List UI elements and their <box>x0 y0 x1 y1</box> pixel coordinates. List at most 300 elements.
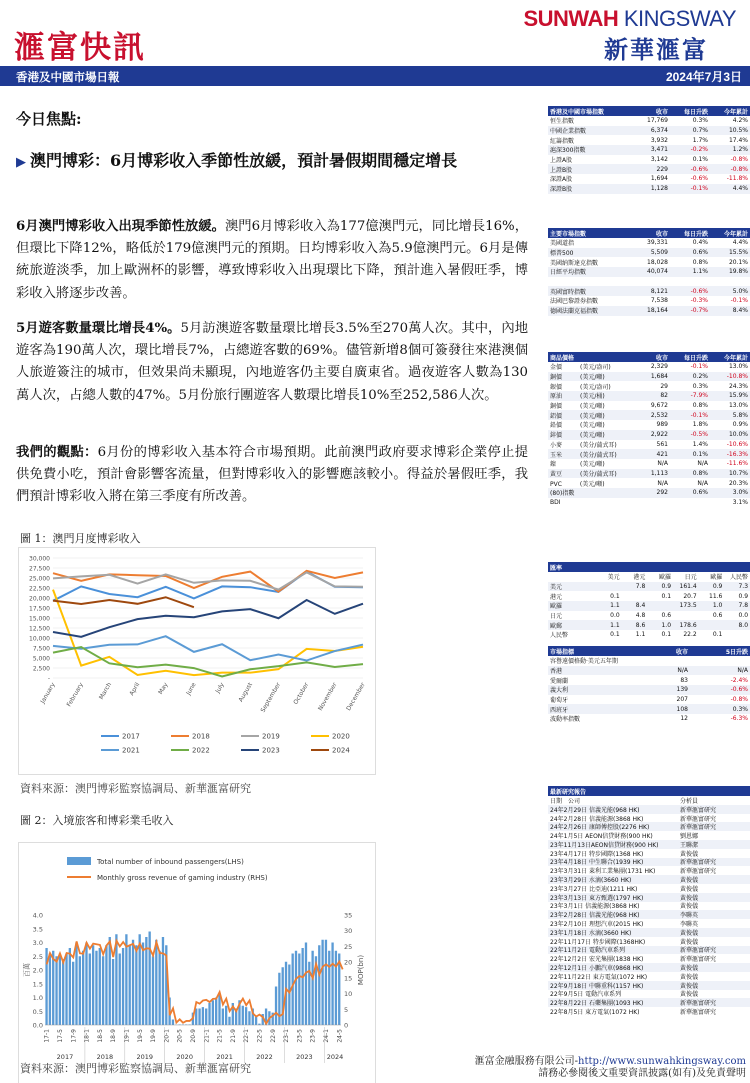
cell: 10.0% <box>728 431 748 439</box>
cell: 23年3月27日 比亞迪(1211 HK) <box>550 885 638 893</box>
y-tick-label: 12,500 <box>29 625 50 633</box>
x-tick-label: October <box>292 681 311 706</box>
cell: 收市 <box>655 354 668 362</box>
cell: 23年3月13日 東方甄選(1797 HK) <box>550 894 644 902</box>
rec-header <box>548 786 750 796</box>
x-tick-label: 23-9 <box>309 1029 317 1043</box>
cell: 西班牙 <box>550 706 569 714</box>
cell: 8.4 <box>635 602 646 610</box>
cell: 4.4% <box>732 239 748 247</box>
comm-row <box>548 362 750 372</box>
passenger-bar <box>82 951 84 1025</box>
cell: N/A <box>677 667 688 675</box>
cell: 黃俊儀 <box>680 973 699 981</box>
passenger-bar <box>129 945 131 1025</box>
cell: -0.5% <box>690 431 708 439</box>
x-tick-label: September <box>259 681 283 714</box>
cell: 港元 <box>633 574 646 582</box>
x-tick-label: 18-1 <box>83 1029 91 1043</box>
comm-row <box>548 478 750 488</box>
cell: 23年2月28日 信義光能(968 HK) <box>550 912 640 920</box>
cell: 1.1% <box>692 268 708 276</box>
legend-label: 2019 <box>262 732 280 741</box>
cell: 深證B股 <box>550 186 573 194</box>
cell: 紅籌指數 <box>550 137 575 145</box>
cell: -0.6% <box>690 175 708 183</box>
year-label: 2018 <box>96 1053 114 1061</box>
passenger-bar <box>55 956 57 1025</box>
cell: 0.6% <box>692 249 708 257</box>
cell: 1.0 <box>712 602 723 610</box>
figure1-label: 圖 1：澳門月度博彩收入 <box>20 532 141 545</box>
comm-row <box>548 498 750 508</box>
rec-row <box>548 866 750 875</box>
cell: 11.6 <box>709 592 723 600</box>
passenger-bar <box>142 943 144 1026</box>
cell: 3,142 <box>650 156 668 164</box>
market-indicator-table <box>548 646 750 724</box>
cell: 8,121 <box>650 287 668 295</box>
cell: 4.8 <box>635 612 646 620</box>
passenger-bar <box>139 934 141 1025</box>
footer-company <box>430 1056 746 1068</box>
cell: 黃俊儀 <box>680 850 699 858</box>
cell: 黃俊儀 <box>680 991 699 999</box>
cell: 匯率 <box>550 564 563 572</box>
y-tick-label: 17,500 <box>29 605 50 613</box>
cell: 金價 (美元/盎司) <box>550 364 611 372</box>
cell: -0.8% <box>730 165 748 173</box>
comm-row <box>548 401 750 411</box>
fx-row <box>548 601 750 611</box>
triangle-bullet-icon: ▶ <box>16 155 26 170</box>
world-row <box>548 306 750 316</box>
passenger-bar <box>245 1007 247 1025</box>
cell: 美國道指 <box>550 240 575 248</box>
rec-row <box>548 998 750 1007</box>
cell: 1.1 <box>610 621 620 629</box>
passenger-bar <box>275 987 277 1026</box>
cell: 22年8月22日 石藥集團(1093 HK) <box>550 1000 644 1008</box>
passenger-bar <box>295 951 297 1025</box>
x-tick-label: 19-5 <box>136 1029 144 1043</box>
passenger-bar <box>149 932 151 1026</box>
cell: 5.8% <box>732 411 748 419</box>
cell: N/A <box>737 667 748 675</box>
cell: 10.7% <box>728 469 748 477</box>
rate-header <box>548 646 750 656</box>
cell: 黃俊儀 <box>680 885 699 893</box>
y-tick-label-right: 10 <box>344 990 353 999</box>
passenger-bar <box>212 1000 214 1025</box>
passenger-bar <box>215 998 217 1026</box>
cell: 愛爾蘭 <box>550 677 569 685</box>
cell: -10.8% <box>726 373 748 381</box>
cell: 2,532 <box>650 411 668 419</box>
comm-row <box>548 381 750 391</box>
comm-row <box>548 410 750 420</box>
cell: 歐羅 <box>710 574 723 582</box>
cell: 3,932 <box>650 136 668 144</box>
report-date: 2024年7月3日 <box>665 70 742 84</box>
world-row <box>548 277 750 287</box>
passenger-bar <box>198 1009 200 1026</box>
cell: 22年9月5日 電動汽車系列 <box>550 991 622 999</box>
passenger-bar <box>62 959 64 1025</box>
passenger-bar <box>242 1006 244 1025</box>
cell: 0.0 <box>738 612 749 620</box>
cell: 20.7 <box>683 592 697 600</box>
passenger-bar <box>59 954 61 1026</box>
hk-china-index-table <box>548 106 750 194</box>
x-tick-label: April <box>128 681 142 697</box>
figure1-svg <box>19 548 375 774</box>
cell: 1,113 <box>650 469 668 477</box>
x-tick-label: 18-9 <box>110 1029 118 1043</box>
idx-row <box>548 164 750 174</box>
cell: 黃俊儀 <box>680 894 699 902</box>
y-tick-label-left: 2.5 <box>32 952 43 961</box>
x-tick-label: 21-5 <box>216 1029 224 1043</box>
idx-row <box>548 155 750 165</box>
cell: 收市 <box>655 108 668 116</box>
rec-row <box>548 919 750 928</box>
x-tick-label: 17-1 <box>43 1029 51 1043</box>
legend-label: 2023 <box>262 746 280 755</box>
cell: -11.8% <box>726 175 748 183</box>
cell: 23年4月17日 特步國際(1368 HK) <box>550 850 644 858</box>
cell: -0.1% <box>730 297 748 305</box>
rec-row <box>548 990 750 999</box>
passenger-bar <box>202 1007 204 1025</box>
cell: 0.8% <box>692 258 708 266</box>
rec-row <box>548 928 750 937</box>
cell: 0.1 <box>610 592 620 600</box>
world-header <box>548 228 750 238</box>
footer-disclaimer: 請務必參閱後文重要資訊披露(如有)及免責聲明 <box>538 1068 746 1079</box>
cell: 恒生指數 <box>550 118 575 126</box>
cell: 23年3月1日 信義能源(3868 HK) <box>550 903 640 911</box>
cell: -11.6% <box>726 460 748 468</box>
x-tick-label: July <box>214 681 226 695</box>
rec-row <box>548 831 750 840</box>
y-tick-label: 5,000 <box>32 655 50 663</box>
cell: 17.4% <box>728 136 748 144</box>
passenger-bar <box>132 940 134 1025</box>
x-tick-label: 20-9 <box>190 1029 197 1043</box>
fx-row <box>548 620 750 630</box>
cell: 上證A股 <box>550 157 573 165</box>
cell: 989 <box>656 421 668 429</box>
research-report-table <box>548 786 750 1016</box>
cell: PVC (美元/噸) <box>550 480 605 488</box>
cell: 最新研究報告 <box>550 788 587 796</box>
cell: 6,374 <box>650 127 668 135</box>
cell: 12 <box>680 715 688 723</box>
idx-row <box>548 126 750 136</box>
cell: 3.0% <box>732 489 748 497</box>
report-banner <box>0 66 750 86</box>
cell: N/A <box>697 460 708 468</box>
legend-label: 2018 <box>192 732 210 741</box>
x-tick-label: 21-1 <box>203 1029 211 1043</box>
fx-table <box>548 562 750 640</box>
comm-row <box>548 430 750 440</box>
cell: 7,538 <box>650 297 668 305</box>
cell: 10.5% <box>728 127 748 135</box>
cell: 19.8% <box>728 268 748 276</box>
passenger-bar <box>125 934 127 1025</box>
passenger-bar <box>102 956 104 1025</box>
rec-row <box>548 954 750 963</box>
legend-label: 2020 <box>332 732 350 741</box>
y-tick-label: 15,000 <box>29 615 50 623</box>
y-tick-label: 27,500 <box>29 565 50 573</box>
commodity-table <box>548 352 750 507</box>
passenger-bar <box>335 951 337 1025</box>
series-line-2022 <box>53 647 363 676</box>
cell: 7.3 <box>738 583 749 591</box>
rec-row <box>548 902 750 911</box>
passenger-bar <box>321 940 323 1025</box>
cell: -0.6% <box>690 165 708 173</box>
footer <box>430 1056 746 1080</box>
cell: 今年累計 <box>723 108 748 116</box>
legend-label: 2021 <box>122 746 140 755</box>
cell: 2,329 <box>650 363 668 371</box>
rate-row <box>548 704 750 714</box>
cell: 波動率指數 <box>550 716 581 724</box>
cell: 22年11月22日 東方電氣(1072 HK) <box>550 973 648 981</box>
comm-row <box>548 469 750 479</box>
rate-row <box>548 656 750 666</box>
passenger-bar <box>65 954 67 1026</box>
cell: 23年11月13日AEON信貸財務(900 HK) <box>550 841 659 849</box>
passenger-bar <box>49 954 51 1026</box>
cell: -0.1% <box>690 363 708 371</box>
x-tick-label: 17-9 <box>70 1029 78 1043</box>
cell: -6.3% <box>730 715 748 723</box>
rec-row <box>548 910 750 919</box>
cell: 美元 <box>550 584 563 592</box>
cell: 葡萄牙 <box>550 697 569 705</box>
headline <box>16 146 521 178</box>
cell: 18,164 <box>647 307 668 315</box>
cell: 銅價 (美元/噸) <box>550 374 605 382</box>
year-label: 2020 <box>176 1053 193 1061</box>
cell: 0.1 <box>712 631 723 639</box>
world-row <box>548 238 750 248</box>
cell: 銀價 (美元/盎司) <box>550 383 611 391</box>
y-tick-label: 7,500 <box>32 645 50 653</box>
cell: 3,471 <box>650 146 668 154</box>
legend-label: 2017 <box>122 732 140 741</box>
cell: 2,922 <box>650 431 668 439</box>
cell: 黃俊儀 <box>680 965 699 973</box>
cell: 義大利 <box>550 687 569 695</box>
cell: 日元 <box>684 574 697 582</box>
cell: -0.8% <box>730 696 748 704</box>
passenger-bar <box>79 956 81 1025</box>
rec-row <box>548 849 750 858</box>
cell: 新華滙富研究 <box>680 956 717 964</box>
cell: 收市 <box>655 230 668 238</box>
series-line-2020 <box>53 590 363 676</box>
rate-row <box>548 714 750 724</box>
paragraph-body: 5月訪澳遊客數量環比增長3.5%至270萬人次。其中，內地遊客為190萬人次，環比增長7%，占總遊客數的69%。儘管新增8個可簽發往來港澳個人旅遊簽注的城市，但效果尚未顯現，內地遊客仍主要自廣東省。過夜遊客人數為130萬人次，占總人數的47%。5月份旅行團遊客人數環比增長10%至252,586人次。 <box>16 321 529 403</box>
cell: 22.2 <box>683 631 697 639</box>
y-tick-label: 10,000 <box>29 635 50 643</box>
cell: 24年1月5日 AEON信貸財務(900 HK) <box>550 833 653 841</box>
cell: 22年12月2日 宏光集團(1838 HK) <box>550 956 644 964</box>
cell: 深證A股 <box>550 176 573 184</box>
passenger-bar <box>112 959 114 1025</box>
passenger-bar <box>205 1009 207 1026</box>
cell: 82 <box>660 392 668 400</box>
cell: 黃俊儀 <box>680 877 699 885</box>
brand-logo-en-part1: SUNWAH <box>523 6 624 31</box>
cell: 上證B股 <box>550 166 573 174</box>
cell: 法國巴黎證券指數 <box>550 298 599 306</box>
rec-col-header <box>548 796 750 805</box>
world-row <box>548 248 750 258</box>
comm-row <box>548 372 750 382</box>
y-tick-label-right: 0 <box>344 1021 349 1030</box>
cell: 1.2% <box>732 146 748 154</box>
idx-row <box>548 145 750 155</box>
passenger-bar <box>105 945 107 1025</box>
x-tick-label: 24-1 <box>323 1029 331 1043</box>
passenger-bar <box>311 951 313 1025</box>
cell: 中國企業指數 <box>550 128 587 136</box>
cell: 0.0 <box>610 612 620 620</box>
fx-col-header <box>548 572 750 582</box>
idx-row <box>548 174 750 184</box>
cell: 13.0% <box>728 402 748 410</box>
cell: -16.3% <box>726 450 748 458</box>
rec-row <box>548 858 750 867</box>
cell: -0.2% <box>690 146 708 154</box>
cell: 滬深300指數 <box>550 147 586 155</box>
idx-row <box>548 116 750 126</box>
cell: 0.3% <box>692 117 708 125</box>
cell: 歐郵 <box>550 622 563 630</box>
cell: 0.2% <box>692 373 708 381</box>
cell: 24年2月28日 信義能源(3868 HK) <box>550 815 644 823</box>
y-tick-label-left: 4.0 <box>32 911 43 920</box>
cell: 美元 <box>607 574 620 582</box>
cell: -2.4% <box>730 676 748 684</box>
fx-header <box>548 562 750 572</box>
cell: 22年8月5日 東方電氣(1072 HK) <box>550 1009 640 1017</box>
cell: 0.3% <box>692 382 708 390</box>
paragraph-body: 澳門6月博彩收入為177億澳門元，同比增長16%，但環比下降12%，略低於179億澳門元的預期。日均博彩收入為5.9億澳門元。6月是傳統旅遊淡季，加上歐洲杯的影響，導致博彩收入出現環比下降，預計進入暑假旺季，博彩收入將逐步改善。 <box>16 219 528 301</box>
cell: 22年9月18日 中聯重科(1157 HK) <box>550 982 644 990</box>
passenger-bar <box>218 995 220 1025</box>
cell: 23年2月10日 理想汽車(2015 HK) <box>550 921 644 929</box>
cell: 收市 <box>675 648 688 656</box>
cell: 1.7% <box>692 136 708 144</box>
cell: 161.4 <box>679 583 697 591</box>
cell: 17,769 <box>647 117 668 125</box>
brand-logo-en <box>523 6 736 32</box>
comm-row <box>548 459 750 469</box>
year-label: 2021 <box>216 1053 233 1061</box>
footer-website-link[interactable]: http://www.sunwahkingsway.com <box>578 1056 746 1067</box>
cell: 23年3月29日 水滴(3660 HK) <box>550 877 632 885</box>
rec-row <box>548 822 750 831</box>
cell: 22年12月1日 小鵬汽車(9868 HK) <box>550 965 644 973</box>
cell: 德國法蘭克福指數 <box>550 308 599 316</box>
rec-row <box>548 893 750 902</box>
passenger-bar <box>331 943 333 1026</box>
headline-text: 澳門博彩：6月博彩收入季節性放緩，預計暑假期間穩定增長 <box>30 151 458 170</box>
cell: 39,331 <box>647 239 668 247</box>
cell: 4.2% <box>732 117 748 125</box>
cell: 今年累計 <box>723 230 748 238</box>
cell: 24.3% <box>728 382 748 390</box>
cell: 新華滙富研究 <box>680 1000 717 1008</box>
world-row <box>548 267 750 277</box>
cell: -10.6% <box>726 440 748 448</box>
cell: 每日升跌 <box>683 108 708 116</box>
cell: 鋅價 (美元/噸) <box>550 432 605 440</box>
cell: 0.1 <box>661 592 672 600</box>
fx-row <box>548 630 750 640</box>
cell: 13.0% <box>728 363 748 371</box>
cell: 292 <box>656 489 668 497</box>
y-tick-label-left: 1.5 <box>32 980 43 989</box>
y-tick-label-right: 25 <box>344 942 353 951</box>
cell: 日期 公司 <box>550 797 581 805</box>
cell: 9,672 <box>650 402 668 410</box>
rate-row <box>548 685 750 695</box>
cell: 0.8% <box>692 469 708 477</box>
rec-row <box>548 937 750 946</box>
comm-header <box>548 352 750 362</box>
y-tick-label-left: 0.5 <box>32 1007 43 1016</box>
y-tick-label-right: 5 <box>344 1005 349 1014</box>
rec-row <box>548 963 750 972</box>
y-tick-label-left: 3.0 <box>32 939 43 947</box>
cell: 玉米 (美分/蒲式耳) <box>550 451 617 459</box>
cell: 108 <box>676 705 688 713</box>
cell: -0.1% <box>690 411 708 419</box>
cell: 0.8% <box>692 402 708 410</box>
passenger-bar <box>145 937 147 1025</box>
y-tick-label-right: 35 <box>344 911 353 920</box>
paragraph-visitors <box>16 318 528 407</box>
cell: 容譽遠價格動·美元五年期 <box>550 658 618 666</box>
x-tick-label: March <box>97 681 114 701</box>
paragraph-lead: 我們的觀點： <box>16 445 98 460</box>
fx-row <box>548 611 750 621</box>
fx-row <box>548 591 750 601</box>
x-tick-label: 19-9 <box>150 1029 158 1043</box>
cell: 8.0 <box>738 621 749 629</box>
y-tick-label: - <box>47 675 50 683</box>
fx-row <box>548 582 750 592</box>
report-subtitle: 香港及中國市場日報 <box>16 70 120 84</box>
cell: 83 <box>680 676 688 684</box>
rate-row <box>548 695 750 705</box>
cell: 新華滙富研究 <box>680 859 717 867</box>
cell: 黃俊儀 <box>680 929 699 937</box>
cell: -0.6% <box>690 287 708 295</box>
focus-heading: 今日焦點: <box>16 110 82 128</box>
y-axis-title-right: MOP(bn) <box>357 954 365 986</box>
cell: 人民幣 <box>730 574 749 582</box>
